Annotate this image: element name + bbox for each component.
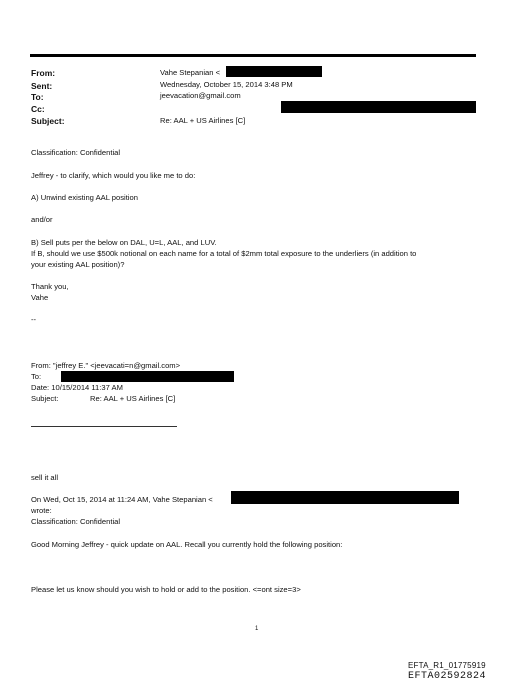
quoted-to-label: To: xyxy=(31,372,42,381)
sent-value: Wednesday, October 15, 2014 3:48 PM xyxy=(160,80,293,89)
signature-dashes: -- xyxy=(31,315,37,324)
and-or: and/or xyxy=(31,215,53,224)
option-b-line1: B) Sell puts per the below on DAL, U=L, AAL, and LUV. xyxy=(31,238,217,247)
thanks: Thank you, xyxy=(31,282,69,291)
header-top-rule xyxy=(30,54,476,57)
redaction-block xyxy=(226,66,322,77)
bates-stamp-1: EFTA_R1_01775919 xyxy=(408,661,486,670)
option-b-line2: If B, should we use $500k notional on each name for a total of $2mm total exposure to the underliers (in addition to xyxy=(31,249,417,258)
option-b-line3: your existing AAL position)? xyxy=(31,260,125,269)
separator-line xyxy=(31,426,177,427)
redaction-block xyxy=(281,101,476,113)
quoted-classification: Classification: Confidential xyxy=(31,517,121,526)
subject-label: Subject: xyxy=(31,116,65,126)
sent-label: Sent: xyxy=(31,81,53,91)
to-value: jeevacation@gmail.com xyxy=(160,91,241,100)
quoted-from: From: "jeffrey E." <jeevacati=n@gmail.com> xyxy=(31,361,181,370)
redaction-block xyxy=(231,491,459,504)
page-number: 1 xyxy=(255,626,259,632)
from-label: From: xyxy=(31,68,56,78)
please-line: Please let us know should you wish to hold or add to the position. <=ont size=3> xyxy=(31,585,301,594)
on-wed-line: On Wed, Oct 15, 2014 at 11:24 AM, Vahe Stepanian < xyxy=(31,495,213,504)
quoted-date: Date: 10/15/2014 11:37 AM xyxy=(31,383,123,392)
from-value: Vahe Stepanian < xyxy=(160,68,221,77)
cc-label: Cc: xyxy=(31,104,45,114)
quoted-subject-label: Subject: xyxy=(31,394,59,403)
option-a: A) Unwind existing AAL position xyxy=(31,193,138,202)
classification-line: Classification: Confidential xyxy=(31,148,121,157)
good-morning-line: Good Morning Jeffrey - quick update on AAL. Recall you currently hold the following position: xyxy=(31,540,343,549)
signature: Vahe xyxy=(31,293,49,302)
reply-text: sell it all xyxy=(31,473,59,482)
subject-value: Re: AAL + US Airlines [C] xyxy=(160,116,246,125)
quoted-subject-value: Re: AAL + US Airlines [C] xyxy=(90,394,176,403)
body-line-clarify: Jeffrey - to clarify, which would you like me to do: xyxy=(31,171,196,180)
to-label: To: xyxy=(31,92,44,102)
bates-stamp-2: EFTA02592824 xyxy=(408,671,487,682)
redaction-block xyxy=(61,371,234,382)
wrote-line: wrote: xyxy=(31,506,52,515)
